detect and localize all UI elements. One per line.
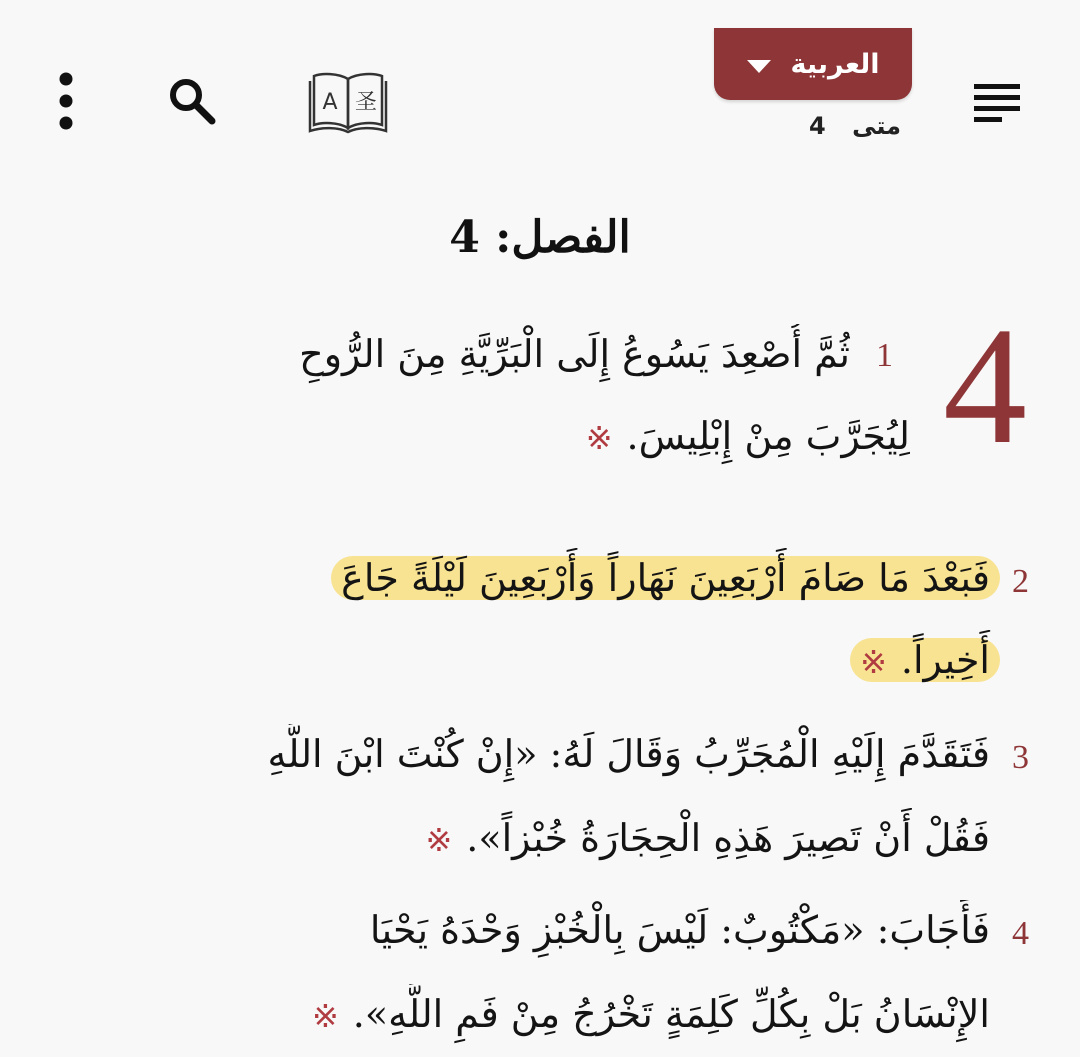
verse-number: 1 — [876, 337, 893, 374]
note-marker-icon[interactable]: ※ — [860, 643, 887, 681]
navigation-menu-button[interactable] — [966, 76, 1028, 130]
verse-number: 3 — [1012, 739, 1029, 776]
book-name: متى — [852, 112, 901, 140]
chapter-drop-number: 4 — [943, 293, 1027, 479]
verse-text: لِيُجَرَّبَ مِنْ إِبْلِيسَ. — [626, 414, 910, 458]
chapter-heading: الفصل: 4 — [449, 212, 631, 263]
search-button[interactable] — [160, 70, 224, 132]
verse-text: فَأَجَابَ: «مَكْتُوبٌ: لَيْسَ بِالْخُبْزِ وَحْدَهُ يَحْيَا — [369, 908, 990, 952]
verse-text: فَقُلْ أَنْ تَصِيرَ هَذِهِ الْحِجَارَةُ خُبْزاً». — [466, 816, 990, 860]
highlighted-verse-text: فَبَعْدَ مَا صَامَ أَرْبَعِينَ نَهَاراً وَأَرْبَعِينَ لَيْلَةً جَاعَ — [331, 556, 1000, 600]
verse-line[interactable] — [100, 984, 990, 1046]
svg-text:A: A — [322, 90, 338, 115]
verse-line[interactable] — [100, 900, 990, 960]
menu-lines-icon — [974, 82, 1020, 124]
top-app-bar — [0, 0, 1080, 190]
verse-line[interactable] — [150, 548, 1000, 608]
verse-line[interactable] — [150, 630, 1000, 692]
verse-text: فَتَقَدَّمَ إِلَيْهِ الْمُجَرِّبُ وَقَالَ لَهُ: «إِنْ كُنْتَ ابْنَ اللَّهِ — [267, 732, 990, 776]
verse-text: الإِنْسَانُ بَلْ بِكُلِّ كَلِمَةٍ تَخْرُجُ مِنْ فَمِ اللَّهِ». — [352, 992, 990, 1036]
verse-number: 4 — [1012, 915, 1029, 952]
note-marker-icon[interactable]: ※ — [585, 419, 613, 457]
search-icon — [167, 76, 217, 126]
highlighted-verse-text — [850, 638, 1000, 682]
chapter-number: 4 — [809, 112, 826, 140]
more-options-button[interactable] — [40, 70, 92, 132]
verse-line[interactable] — [100, 724, 990, 784]
note-marker-icon[interactable]: ※ — [311, 997, 339, 1035]
verse-text: أَخِيراً. — [900, 638, 990, 682]
dictionary-book-icon — [308, 69, 388, 135]
verse-line[interactable] — [150, 406, 910, 468]
book-chapter-reference[interactable] — [800, 112, 910, 152]
verse-number: 2 — [1012, 563, 1029, 600]
note-marker-icon[interactable]: ※ — [425, 821, 453, 859]
language-label: العربية — [790, 48, 880, 80]
dropdown-caret-icon — [747, 60, 771, 73]
verse-line[interactable] — [100, 808, 990, 870]
svg-text:圣: 圣 — [354, 90, 378, 115]
more-vertical-icon — [56, 71, 76, 131]
verse-text: ثُمَّ أُصْعِدَ يَسُوعُ إِلَى الْبَرِّيَّةِ مِنَ الرُّوحِ — [299, 332, 850, 376]
verse-line[interactable] — [150, 324, 850, 384]
language-selector[interactable] — [714, 28, 912, 100]
dictionary-button[interactable] — [304, 64, 392, 140]
